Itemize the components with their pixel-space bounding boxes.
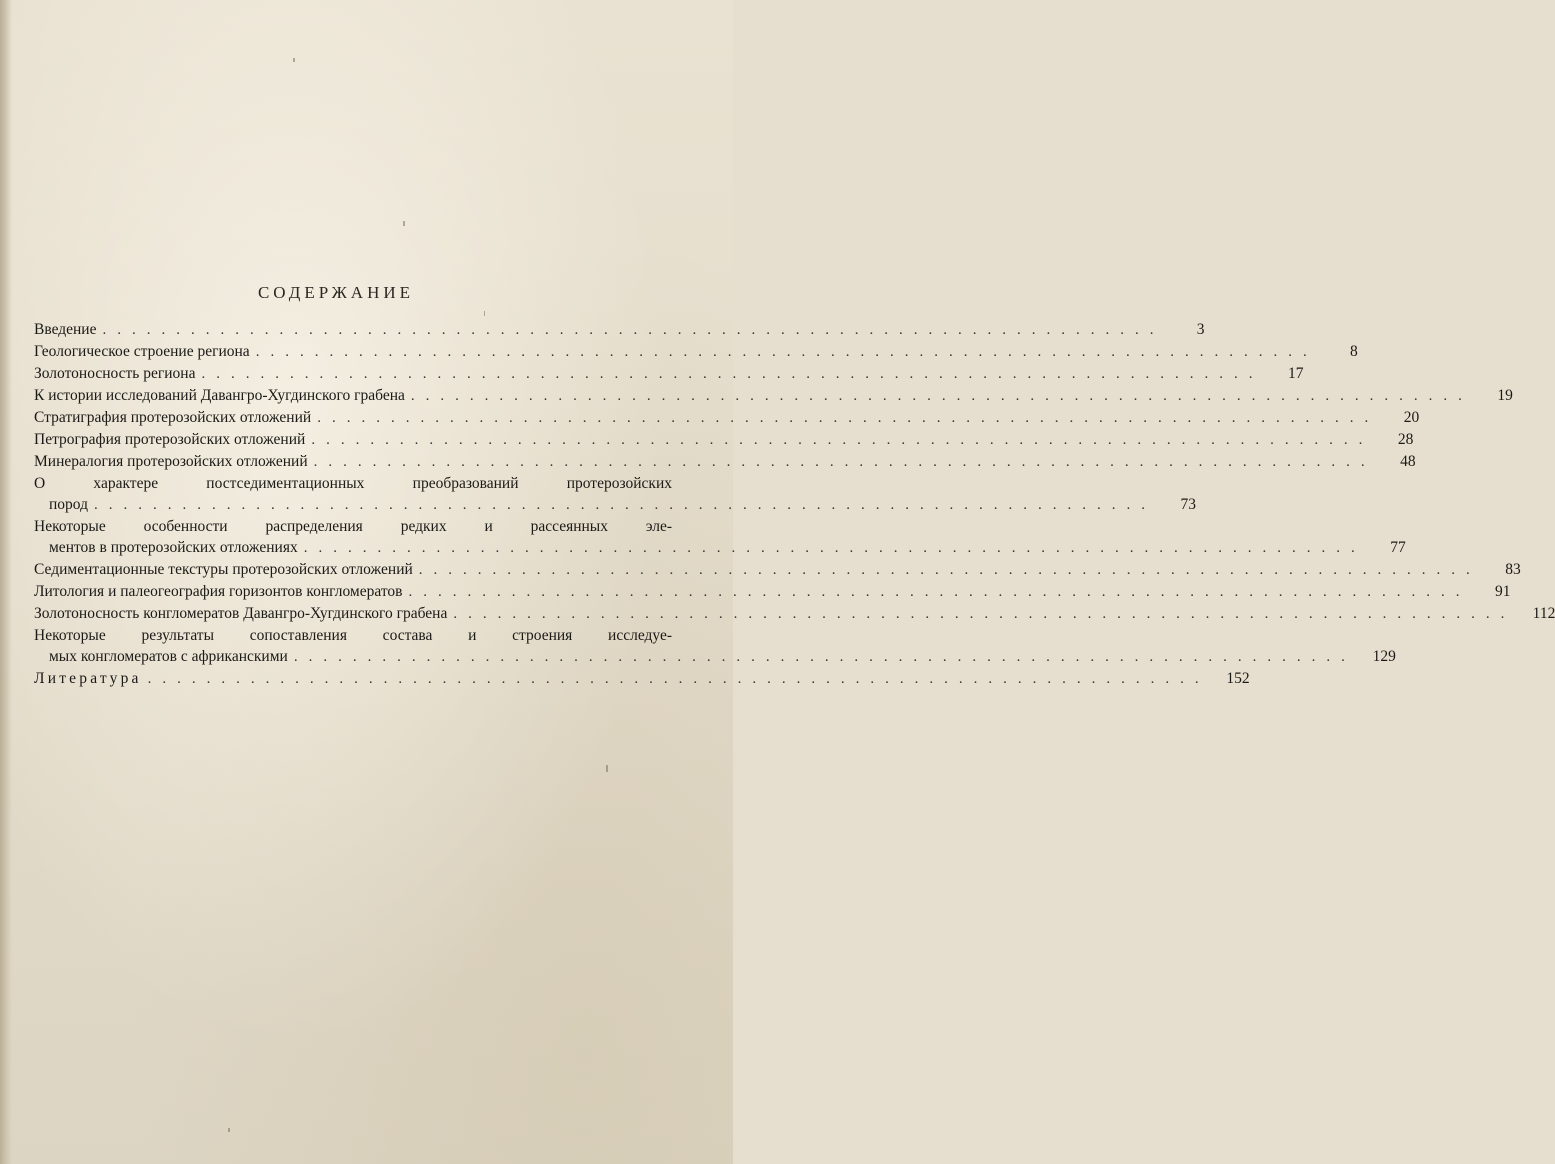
toc-entry-text: Золотоносность региона — [34, 365, 196, 382]
toc-entry — [34, 451, 1416, 473]
toc-entry-text: Стратиграфия протерозойских отложений — [34, 409, 312, 426]
toc-entry-text: Введение — [34, 321, 97, 338]
toc-entry — [34, 319, 1205, 341]
toc-entry-text: Петрография протерозойских отложений — [34, 431, 306, 448]
dot-leader: ........................................................................ — [313, 454, 1376, 470]
toc-page-number: 129 — [1372, 648, 1396, 665]
dot-leader: ........................................................................ — [102, 322, 1165, 338]
toc-entry — [34, 429, 1414, 451]
toc-entry — [34, 668, 1250, 690]
toc-entry-text: Некоторые результаты сопоставления состава и строения исследуе- — [34, 627, 672, 644]
toc-page-number: 20 — [1403, 409, 1420, 426]
toc-entry-text-continuation: ментов в протерозойских отложениях — [49, 539, 298, 556]
dot-leader: ........................................................................ — [201, 366, 1264, 382]
table-of-contents — [34, 319, 1555, 690]
toc-page-number: 17 — [1287, 365, 1304, 382]
toc-page-number: 91 — [1494, 583, 1511, 600]
contents-title: СОДЕРЖАНИЕ — [257, 283, 415, 302]
toc-entry — [34, 625, 1396, 668]
dot-leader: ........................................................................ — [94, 497, 1156, 513]
toc-entry-text: Минералогия протерозойских отложений — [34, 453, 308, 470]
toc-entry-text: Некоторые особенности распределения редких и рассеянных эле- — [34, 518, 672, 535]
toc-entry — [34, 603, 1555, 625]
toc-entry-text: Литология и палеогеография горизонтов конгломератов — [34, 583, 403, 600]
toc-entry — [34, 516, 1406, 559]
toc-page-number: 19 — [1497, 387, 1513, 404]
toc-page-number: 3 — [1196, 321, 1205, 338]
toc-entry-text: Литература — [34, 670, 142, 687]
dot-leader: ........................................................................ — [293, 649, 1356, 665]
toc-entry-text: Золотоносность конгломератов Давангро-Хугдинского грабена — [34, 605, 448, 622]
toc-page-number: 83 — [1505, 561, 1521, 578]
toc-entry — [34, 385, 1513, 407]
toc-page-number: 112 — [1532, 605, 1555, 622]
page-edge-shadow — [0, 0, 12, 1164]
dot-leader: ........................................................................ — [418, 562, 1481, 578]
dot-leader: ........................................................................ — [317, 410, 1380, 426]
toc-page-number: 73 — [1180, 496, 1196, 513]
toc-page-number: 8 — [1349, 343, 1358, 360]
toc-entry-text: К истории исследований Давангро-Хугдинского грабена — [34, 387, 405, 404]
speck-mark — [228, 1128, 230, 1132]
dot-leader: ........................................................................ — [453, 606, 1516, 622]
speck-mark — [403, 221, 405, 226]
toc-entry-text-continuation: мых конгломератов с африканскими — [49, 648, 288, 665]
toc-page-number: 152 — [1226, 670, 1250, 687]
dot-leader: ........................................................................ — [147, 671, 1210, 687]
toc-entry — [34, 341, 1358, 363]
toc-entry-text-continuation: пород — [49, 496, 88, 513]
toc-entry-text: Седиментационные текстуры протерозойских отложений — [34, 561, 413, 578]
speck-mark — [606, 765, 608, 772]
toc-page-number: 48 — [1400, 453, 1416, 470]
dot-leader: ........................................................................ — [311, 432, 1374, 448]
toc-entry — [34, 559, 1521, 581]
toc-entry — [34, 473, 1196, 516]
dot-leader: ........................................................................ — [408, 584, 1471, 600]
toc-entry-text: О характере постседиментационных преобразований протерозойских — [34, 475, 672, 492]
speck-mark — [484, 311, 485, 316]
toc-entry-text: Геологическое строение региона — [34, 343, 250, 360]
toc-page-number: 77 — [1390, 539, 1406, 556]
toc-entry — [34, 363, 1304, 385]
dot-leader: ........................................................................ — [255, 344, 1318, 360]
toc-entry — [34, 581, 1511, 603]
toc-page-number: 28 — [1397, 431, 1414, 448]
speck-mark — [293, 58, 295, 62]
toc-entry — [34, 407, 1420, 429]
dot-leader: ........................................................................ — [303, 540, 1366, 556]
dot-leader: ........................................................................ — [410, 388, 1473, 404]
